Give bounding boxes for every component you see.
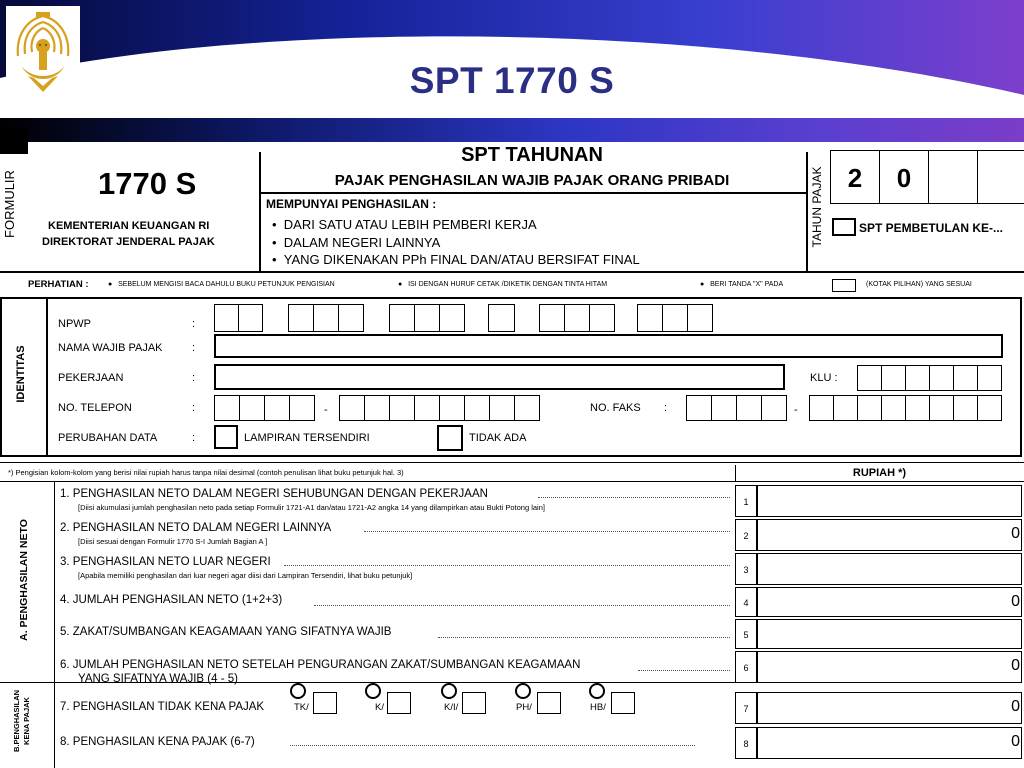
row-label: 2. PENGHASILAN NETO DALAM NEGERI LAINNYA [60,522,332,534]
klu-digit-box[interactable] [857,365,882,391]
faks-digit-box[interactable] [833,395,858,421]
telepon-digit-box[interactable] [414,395,440,421]
npwp-digit-box[interactable] [389,304,415,332]
form-subtitle: PAJAK PENGHASILAN WAJIB PAJAK ORANG PRIBADI [334,172,730,189]
ministry-label: KEMENTERIAN KEUANGAN RI [48,220,210,232]
npwp-digit-box[interactable] [238,304,263,332]
npwp-digit-box[interactable] [488,304,515,332]
section-a-label: A. PENGHASILAN NETO [18,519,30,641]
klu-digit-box[interactable] [977,365,1002,391]
pekerjaan-field[interactable] [214,364,785,390]
npwp-digit-box[interactable] [288,304,314,332]
row-label: 8. PENGHASILAN KENA PAJAK (6-7) [60,736,255,748]
klu-digit-box[interactable] [929,365,954,391]
row-label: 4. JUMLAH PENGHASILAN NETO (1+2+3) [60,594,283,606]
pekerjaan-label: PEKERJAAN [58,372,124,384]
amount-field[interactable] [757,485,1022,517]
form-header [0,142,1024,272]
npwp-digit-box[interactable] [338,304,364,332]
klu-digit-box[interactable] [881,365,906,391]
telepon-digit-box[interactable] [389,395,415,421]
divider [46,299,48,455]
row-number: 6 [735,651,757,683]
npwp-digit-box[interactable] [564,304,590,332]
telepon-digit-box[interactable] [364,395,390,421]
pembetulan-checkbox[interactable] [832,218,856,236]
ptkp-dependent-box[interactable] [387,692,411,714]
row-label: 7. PENGHASILAN TIDAK KENA PAJAK [60,701,265,713]
row-number: 4 [735,587,757,617]
perhatian-label: PERHATIAN : [28,279,89,290]
faks-digit-box[interactable] [711,395,737,421]
row-number: 2 [735,519,757,551]
row-number: 1 [735,485,757,517]
row-instruction: [Apabila memiliki penghasilan dari luar negeri agar diisi dari Lampiran Tersendiri, lihat buku petunjuk] [78,571,413,580]
lampiran-label: LAMPIRAN TERSENDIRI [244,432,370,444]
row-label: 1. PENGHASILAN NETO DALAM NEGERI SEHUBUNGAN DENGAN PEKERJAAN [60,488,488,500]
rupiah-note: *) Pengisian kolom-kolom yang berisi nilai rupiah harus tanpa nilai desimal (contoh penulisan lihat buku petunjuk hal. 3) [8,468,404,477]
income-item: • DARI SATU ATAU LEBIH PEMBERI KERJA [272,217,537,232]
year-digit-box[interactable] [977,150,1024,204]
amount-value: 0 [1011,525,1020,542]
identitas-section: IDENTITAS NPWP : NAMA WAJIB PAJAK : PEKERJAAN : KLU : NO. TELEPON : - NO. FAKS : - PERUBAHAN DATA : LAMPIRAN TERSENDIRI TIDAK ADA [0,297,1022,457]
income-item: • YANG DIKENAKAN PPh FINAL DAN/ATAU BERSIFAT FINAL [272,252,640,267]
divider [54,482,55,768]
divider [259,192,807,194]
nama-field[interactable] [214,334,1003,358]
telepon-digit-box[interactable] [464,395,490,421]
row-label: 6. JUMLAH PENGHASILAN NETO SETELAH PENGURANGAN ZAKAT/SUMBANGAN KEAGAMAAN [60,659,581,671]
telepon-digit-box[interactable] [214,395,240,421]
faks-digit-box[interactable] [929,395,954,421]
divider [259,152,261,272]
row-label: 3. PENGHASILAN NETO LUAR NEGERI [60,556,271,568]
row-instruction: [Diisi sesuai dengan Formulir 1770 S-I Jumlah Bagian A ] [78,537,268,546]
perubahan-label: PERUBAHAN DATA [58,432,158,444]
perhatian-note: ● ISI DENGAN HURUF CETAK /DIKETIK DENGAN TINTA HITAM [398,281,608,288]
divider [0,271,1024,273]
faks-label: NO. FAKS [590,402,641,414]
amount-field[interactable] [757,619,1022,649]
amount-value: 0 [1011,698,1020,715]
ptkp-radio[interactable] [515,683,531,699]
telepon-digit-box[interactable] [289,395,315,421]
ptkp-option-label: TK/ [294,702,309,713]
faks-digit-box[interactable] [857,395,882,421]
rupiah-header: RUPIAH *) [735,465,1023,481]
perhatian-row [0,276,1024,296]
telepon-digit-box[interactable] [339,395,365,421]
tidak-ada-checkbox[interactable] [437,425,463,451]
perhatian-note: ● BERI TANDA "X" PADA [700,281,784,288]
row-instruction: [Diisi akumulasi jumlah penghasilan neto pada setiap Formulir 1721-A1 dan/atau 1721-A2 angka 14 yang dilampirkan atau Bukti Potong lain] [78,503,545,512]
ptkp-dependent-box[interactable] [313,692,337,714]
perhatian-note: ● SEBELUM MENGISI BACA DAHULU BUKU PETUNJUK PENGISIAN [108,281,335,288]
klu-digit-box[interactable] [953,365,978,391]
npwp-label: NPWP [58,318,91,330]
leader-dots [284,565,730,566]
amount-field[interactable] [757,553,1022,585]
npwp-digit-box[interactable] [313,304,339,332]
leader-dots [364,531,730,532]
ptkp-dependent-box[interactable] [537,692,561,714]
amount-value: 0 [1011,657,1020,674]
faks-digit-box[interactable] [881,395,906,421]
year-digit-box[interactable]: 2 [830,150,880,204]
income-heading: MEMPUNYAI PENGHASILAN : [266,197,437,211]
ptkp-radio[interactable] [365,683,381,699]
form-code: 1770 S [98,166,197,201]
divider [0,481,1024,482]
leader-dots [314,605,730,606]
npwp-digit-box[interactable] [539,304,565,332]
npwp-digit-box[interactable] [637,304,663,332]
npwp-digit-box[interactable] [662,304,688,332]
header-band [0,118,1024,142]
telepon-digit-box[interactable] [489,395,515,421]
row-number: 5 [735,619,757,649]
section-b-label-1: B.PENGHASILAN [12,689,21,753]
income-item: • DALAM NEGERI LAINNYA [272,234,441,250]
ptkp-radio[interactable] [589,683,605,699]
npwp-digit-box[interactable] [214,304,239,332]
perhatian-note: (KOTAK PILIHAN) YANG SESUAI [866,281,972,288]
klu-label: KLU : [810,372,838,384]
telepon-digit-box[interactable] [439,395,465,421]
pembetulan-label: SPT PEMBETULAN KE-... [859,221,1004,235]
npwp-digit-box[interactable] [414,304,440,332]
ptkp-option-label: PH/ [516,702,532,713]
leader-dots [638,670,730,671]
amount-value: 0 [1011,733,1020,750]
npwp-digit-box[interactable] [439,304,465,332]
example-checkbox [832,279,856,292]
telepon-label: NO. TELEPON [58,402,132,414]
section-b-label [6,688,46,764]
npwp-digit-box[interactable] [687,304,713,332]
faks-digit-box[interactable] [953,395,978,421]
row-number: 7 [735,692,757,724]
npwp-digit-box[interactable] [589,304,615,332]
year-digit-box[interactable] [928,150,978,204]
faks-digit-box[interactable] [736,395,762,421]
identitas-label: IDENTITAS [15,345,27,403]
leader-dots [290,745,695,746]
row-number: 8 [735,727,757,759]
leader-dots [438,637,730,638]
form-title: SPT TAHUNAN [461,144,603,166]
year-digit-box[interactable]: 0 [879,150,929,204]
ptkp-dependent-box[interactable] [611,692,635,714]
divider [806,152,808,272]
faks-digit-box[interactable] [905,395,930,421]
slide-title: SPT 1770 S [409,60,615,101]
telepon-digit-box[interactable] [514,395,540,421]
ptkp-radio[interactable] [441,683,457,699]
lampiran-checkbox[interactable] [214,425,238,449]
amount-value: 0 [1011,593,1020,610]
telepon-digit-box[interactable] [264,395,290,421]
ptkp-option-label: K/ [375,702,384,713]
tahun-pajak-label: TAHUN PAJAK [810,166,824,248]
leader-dots [538,497,730,498]
ptkp-option-label: HB/ [590,702,606,713]
row-number: 3 [735,553,757,585]
section-b-label-2: KENA PAJAK [22,697,31,745]
klu-digit-box[interactable] [905,365,930,391]
nama-label: NAMA WAJIB PAJAK [58,342,163,354]
tidak-ada-label: TIDAK ADA [469,432,527,444]
telepon-digit-box[interactable] [239,395,265,421]
formulir-vertical-label: FORMULIR [2,170,17,238]
ptkp-option-label: K/I/ [444,702,459,713]
faks-digit-box[interactable] [686,395,712,421]
directorate-label: DIREKTORAT JENDERAL PAJAK [42,236,215,248]
row-label: 5. ZAKAT/SUMBANGAN KEAGAMAAN YANG SIFATNYA WAJIB [60,626,392,638]
row-label-continued: YANG SIFATNYA WAJIB (4 - 5) [78,673,238,685]
faks-digit-box[interactable] [809,395,834,421]
ptkp-dependent-box[interactable] [462,692,486,714]
ptkp-radio[interactable] [290,683,306,699]
faks-digit-box[interactable] [977,395,1002,421]
faks-digit-box[interactable] [761,395,787,421]
divider [0,462,1024,463]
income-list [272,216,640,269]
